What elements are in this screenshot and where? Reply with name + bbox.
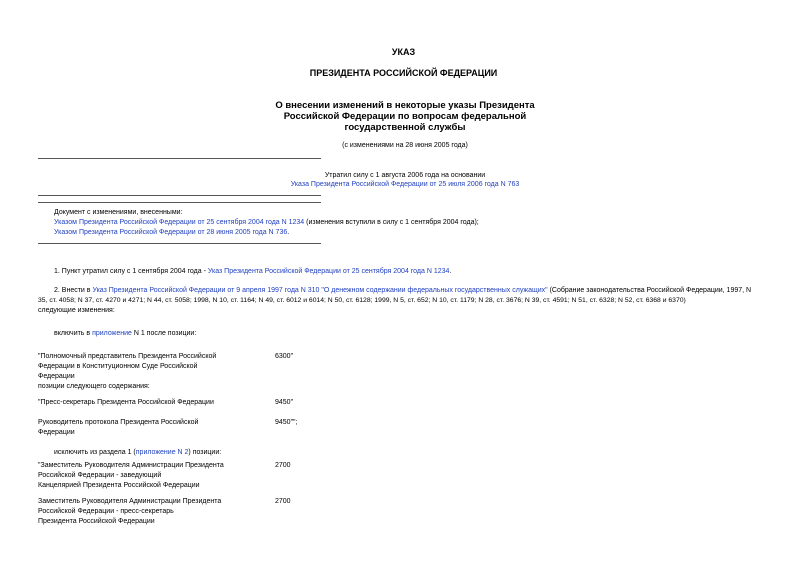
divider [38, 243, 321, 244]
changes-item-2 [54, 228, 289, 238]
point-2-text: 2. Внести в [54, 287, 93, 294]
table-row: Заместитель Руководителя Администрации Президента Российской Федерации - пресс-секретарь Президента Российской Федерации [38, 498, 222, 525]
point-1: 1. Пункт утратил силу с 1 сентября 2004 года - Указ Президента Российской Федерации от 25 сентября 2004 года N 1234. [54, 268, 452, 275]
subject-line-3: государственной службы [344, 122, 466, 133]
point-1-text: 1. Пункт утратил силу с 1 сентября 2004 года - [54, 268, 208, 275]
changes-item-1-tail: (изменения вступили в силу с 1 сентября 2004 года); [304, 219, 479, 226]
point-1-link[interactable]: Указ Президента Российской Федерации от 25 сентября 2004 года N 1234 [207, 268, 450, 275]
table-row: "Пресс-секретарь Президента Российской Федерации [38, 399, 214, 406]
appendix-1-link[interactable]: приложение [92, 330, 132, 337]
table-row: Руководитель протокола Президента Российской Федерации [38, 419, 199, 436]
subject-line-1: О внесении изменений в некоторые указы Президента [275, 100, 535, 111]
changes-item-1 [54, 218, 479, 228]
row-value: 9450" [275, 399, 294, 406]
changes-item-1-link[interactable]: Указом Президента Российской Федерации от 25 сентября 2004 года N 1234 [54, 219, 305, 226]
include-instruction: включить в приложение N 1 после позиции: [54, 330, 197, 337]
table-row: "Полномочный представитель Президента Российской Федерации в Конституционном Суде Российской Федерации позиции следующего содержания: [38, 353, 217, 390]
document-type: УКАЗ [391, 47, 416, 57]
amended-note: (с изменениями на 28 июня 2005 года) [342, 142, 468, 149]
changes-item-2-tail: . [287, 229, 290, 236]
invalid-notice-text: Утратил силу с 1 августа 2006 года на основании [324, 172, 486, 179]
divider [38, 158, 321, 159]
invalid-notice-link[interactable]: Указа Президента Российской Федерации от 25 июля 2006 года N 763 [290, 181, 520, 188]
row-value: 6300" [275, 353, 294, 360]
point-2-link[interactable]: Указ Президента Российской Федерации от 9 апреля 1997 года N 310 "О денежном содержании федеральных государственных служащих" [92, 287, 548, 294]
table-row: "Заместитель Руководителя Администрации Президента Российской Федерации - заведующий Канцелярией Президента Российской Федерации [38, 462, 224, 489]
point-2-line-3: следующие изменения: [38, 307, 115, 314]
exclude-instruction: исключить из раздела 1 (приложение N 2) позиции: [54, 449, 222, 456]
divider [38, 202, 321, 203]
issuer-title: ПРЕЗИДЕНТА РОССИЙСКОЙ ФЕДЕРАЦИИ [309, 68, 498, 78]
row-value: 2700 [275, 462, 291, 469]
divider [38, 195, 321, 196]
appendix-2-link[interactable]: приложение N 2 [135, 449, 189, 456]
changes-intro: Документ с изменениями, внесенными: [54, 209, 183, 216]
subject-line-2: Российской Федерации по вопросам федеральной [283, 111, 527, 122]
point-2-line-1: 2. Внести в Указ Президента Российской Федерации от 9 апреля 1997 года N 310 "О денежном содержании федеральных государственных служащих" (Собрание законодательства Российской Федерации, 1997, N [54, 287, 752, 294]
row-value: 9450""; [275, 419, 298, 426]
changes-item-2-link[interactable]: Указом Президента Российской Федерации от 28 июня 2005 года N 736 [54, 229, 288, 236]
row-value: 2700 [275, 498, 291, 505]
point-2-line-2: 35, ст. 4058; N 37, ст. 4270 и 4271; N 44, ст. 5058; 1998, N 10, ст. 1164; N 49, ст. 6012 и 6014; N 50, ст. 6128; 1999, N 5, ст. 652; N 10, ст. 1179; N 28, ст. 3676; N 39, ст. 4591; N 51, ст. 6328; N 52, ст. 6368 и 6370) [38, 297, 686, 304]
